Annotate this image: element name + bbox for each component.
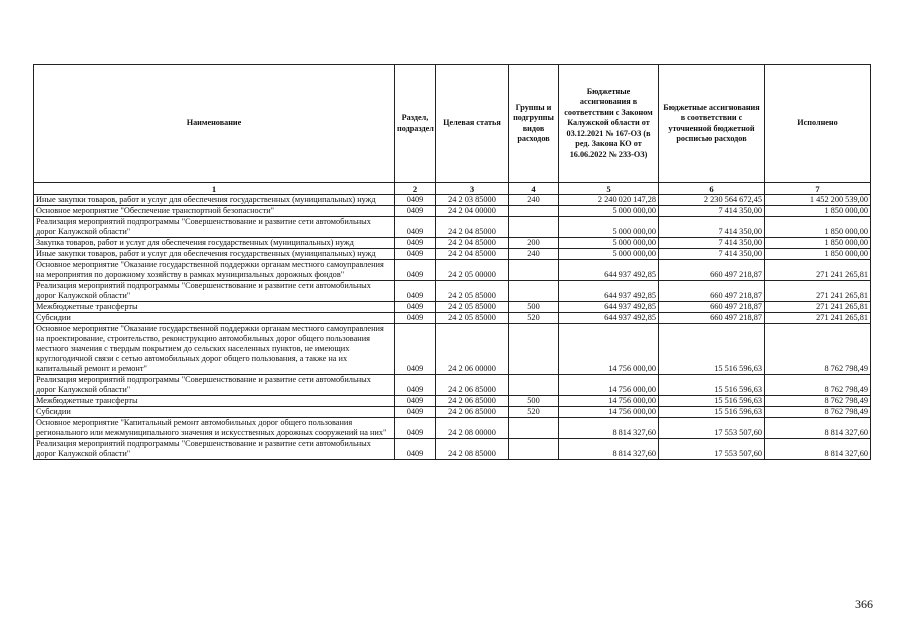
column-number: 5 xyxy=(559,183,659,195)
cell-executed-amount: 271 241 265,81 xyxy=(765,281,871,302)
cell-law-amount: 5 000 000,00 xyxy=(559,249,659,260)
table-row xyxy=(34,249,871,260)
header-refined: Бюджетные ассигнования в соответствии с уточненной бюджетной росписью расходов xyxy=(659,65,765,183)
cell-refined-amount: 7 414 350,00 xyxy=(659,249,765,260)
cell-group: 520 xyxy=(509,313,559,324)
table-row xyxy=(34,281,871,302)
cell-target: 24 2 05 85000 xyxy=(436,313,509,324)
cell-law-amount: 644 937 492,85 xyxy=(559,260,659,281)
cell-group: 240 xyxy=(509,249,559,260)
cell-group: 200 xyxy=(509,238,559,249)
cell-executed-amount: 1 850 000,00 xyxy=(765,206,871,217)
cell-section: 0409 xyxy=(395,217,436,238)
cell-group xyxy=(509,217,559,238)
cell-executed-amount: 8 762 798,49 xyxy=(765,407,871,418)
table-row xyxy=(34,217,871,238)
cell-target: 24 2 05 85000 xyxy=(436,302,509,313)
cell-section: 0409 xyxy=(395,238,436,249)
cell-section: 0409 xyxy=(395,324,436,375)
cell-target: 24 2 08 85000 xyxy=(436,439,509,460)
column-number: 4 xyxy=(509,183,559,195)
cell-group xyxy=(509,260,559,281)
cell-section: 0409 xyxy=(395,396,436,407)
cell-refined-amount: 15 516 596,63 xyxy=(659,396,765,407)
cell-target: 24 2 04 85000 xyxy=(436,217,509,238)
cell-target: 24 2 08 00000 xyxy=(436,418,509,439)
cell-executed-amount: 271 241 265,81 xyxy=(765,313,871,324)
table-row xyxy=(34,375,871,396)
table-row xyxy=(34,195,871,206)
cell-section: 0409 xyxy=(395,302,436,313)
column-number: 7 xyxy=(765,183,871,195)
cell-law-amount: 2 240 020 147,28 xyxy=(559,195,659,206)
cell-refined-amount: 660 497 218,87 xyxy=(659,313,765,324)
cell-target: 24 2 04 85000 xyxy=(436,249,509,260)
table-row xyxy=(34,439,871,460)
column-number: 6 xyxy=(659,183,765,195)
cell-target: 24 2 04 00000 xyxy=(436,206,509,217)
cell-law-amount: 644 937 492,85 xyxy=(559,281,659,302)
cell-group: 520 xyxy=(509,407,559,418)
cell-target: 24 2 04 85000 xyxy=(436,238,509,249)
table-row xyxy=(34,302,871,313)
cell-target: 24 2 06 00000 xyxy=(436,324,509,375)
cell-group xyxy=(509,418,559,439)
cell-target: 24 2 06 85000 xyxy=(436,396,509,407)
cell-target: 24 2 06 85000 xyxy=(436,407,509,418)
budget-table xyxy=(33,64,871,460)
cell-name: Иные закупки товаров, работ и услуг для обеспечения государственных (муниципальных) нужд xyxy=(34,195,395,206)
header-groups: Группы и подгруппы видов расходов xyxy=(509,65,559,183)
column-number: 3 xyxy=(436,183,509,195)
cell-refined-amount: 2 230 564 672,45 xyxy=(659,195,765,206)
cell-group: 240 xyxy=(509,195,559,206)
table-row xyxy=(34,396,871,407)
cell-target: 24 2 05 00000 xyxy=(436,260,509,281)
cell-group: 500 xyxy=(509,396,559,407)
cell-refined-amount: 15 516 596,63 xyxy=(659,407,765,418)
cell-executed-amount: 1 850 000,00 xyxy=(765,217,871,238)
cell-section: 0409 xyxy=(395,375,436,396)
cell-group xyxy=(509,324,559,375)
cell-executed-amount: 8 762 798,49 xyxy=(765,396,871,407)
column-number: 2 xyxy=(395,183,436,195)
table-row xyxy=(34,206,871,217)
cell-executed-amount: 8 762 798,49 xyxy=(765,324,871,375)
table-row xyxy=(34,407,871,418)
cell-name: Реализация мероприятий подпрограммы "Совершенствование и развитие сети автомобильных дорог Калужской области" xyxy=(34,439,395,460)
cell-section: 0409 xyxy=(395,260,436,281)
cell-refined-amount: 17 553 507,60 xyxy=(659,418,765,439)
cell-law-amount: 644 937 492,85 xyxy=(559,313,659,324)
table-row xyxy=(34,260,871,281)
cell-group xyxy=(509,375,559,396)
cell-name: Реализация мероприятий подпрограммы "Совершенствование и развитие сети автомобильных дорог Калужской области" xyxy=(34,375,395,396)
table-row xyxy=(34,313,871,324)
cell-target: 24 2 06 85000 xyxy=(436,375,509,396)
cell-group xyxy=(509,439,559,460)
cell-section: 0409 xyxy=(395,206,436,217)
cell-refined-amount: 15 516 596,63 xyxy=(659,375,765,396)
cell-section: 0409 xyxy=(395,418,436,439)
header-target: Целевая статья xyxy=(436,65,509,183)
cell-law-amount: 644 937 492,85 xyxy=(559,302,659,313)
cell-name: Иные закупки товаров, работ и услуг для обеспечения государственных (муниципальных) нужд xyxy=(34,249,395,260)
cell-executed-amount: 1 850 000,00 xyxy=(765,249,871,260)
cell-refined-amount: 660 497 218,87 xyxy=(659,260,765,281)
header-executed: Исполнено xyxy=(765,65,871,183)
cell-target: 24 2 03 85000 xyxy=(436,195,509,206)
cell-section: 0409 xyxy=(395,313,436,324)
cell-name: Субсидии xyxy=(34,407,395,418)
cell-name: Субсидии xyxy=(34,313,395,324)
cell-name: Закупка товаров, работ и услуг для обеспечения государственных (муниципальных) нужд xyxy=(34,238,395,249)
cell-section: 0409 xyxy=(395,281,436,302)
cell-executed-amount: 1 850 000,00 xyxy=(765,238,871,249)
cell-name: Основное мероприятие "Оказание государственной поддержки органам местного самоуправления на мероприятия по дорожному хозяйству в рамках муниципальных дорожных фондов" xyxy=(34,260,395,281)
cell-section: 0409 xyxy=(395,407,436,418)
cell-name: Межбюджетные трансферты xyxy=(34,396,395,407)
cell-law-amount: 14 756 000,00 xyxy=(559,407,659,418)
cell-law-amount: 8 814 327,60 xyxy=(559,439,659,460)
table-row xyxy=(34,324,871,375)
cell-section: 0409 xyxy=(395,249,436,260)
cell-name: Реализация мероприятий подпрограммы "Совершенствование и развитие сети автомобильных дорог Калужской области" xyxy=(34,281,395,302)
header-law: Бюджетные ассигнования в соответствии с Законом Калужской области от 03.12.2021 № 167-ОЗ (в ред. Закона КО от 16.06.2022 № 233-ОЗ) xyxy=(559,65,659,183)
cell-executed-amount: 8 814 327,60 xyxy=(765,418,871,439)
page-number: 366 xyxy=(855,597,873,611)
cell-law-amount: 8 814 327,60 xyxy=(559,418,659,439)
cell-name: Основное мероприятие "Капитальный ремонт автомобильных дорог общего пользования регионального или межмуниципального значения и искусственных дорожных сооружений на них" xyxy=(34,418,395,439)
cell-name: Основное мероприятие "Обеспечение транспортной безопасности" xyxy=(34,206,395,217)
table-body xyxy=(34,195,871,460)
cell-law-amount: 5 000 000,00 xyxy=(559,206,659,217)
cell-refined-amount: 15 516 596,63 xyxy=(659,324,765,375)
column-number: 1 xyxy=(34,183,395,195)
cell-executed-amount: 8 814 327,60 xyxy=(765,439,871,460)
cell-law-amount: 14 756 000,00 xyxy=(559,375,659,396)
table-header-row xyxy=(34,65,871,183)
cell-law-amount: 5 000 000,00 xyxy=(559,238,659,249)
cell-section: 0409 xyxy=(395,195,436,206)
cell-target: 24 2 05 85000 xyxy=(436,281,509,302)
table-row xyxy=(34,238,871,249)
cell-law-amount: 14 756 000,00 xyxy=(559,396,659,407)
cell-name: Реализация мероприятий подпрограммы "Совершенствование и развитие сети автомобильных дорог Калужской области" xyxy=(34,217,395,238)
cell-group xyxy=(509,206,559,217)
cell-name: Основное мероприятие "Оказание государственной поддержки органам местного самоуправления на проектирование, строительство, реконструкцию автомобильных дорог общего пользования местного значения с твердым покрытием до сельских населенных пунктов, не имеющих круглогодичной связи с сетью автомобильных дорог общего пользования, а также на их капитальный ремонт и ремонт" xyxy=(34,324,395,375)
cell-executed-amount: 8 762 798,49 xyxy=(765,375,871,396)
cell-group: 500 xyxy=(509,302,559,313)
cell-executed-amount: 271 241 265,81 xyxy=(765,302,871,313)
cell-executed-amount: 271 241 265,81 xyxy=(765,260,871,281)
header-section: Раздел, подраздел xyxy=(395,65,436,183)
cell-refined-amount: 660 497 218,87 xyxy=(659,302,765,313)
cell-name: Межбюджетные трансферты xyxy=(34,302,395,313)
cell-law-amount: 5 000 000,00 xyxy=(559,217,659,238)
cell-law-amount: 14 756 000,00 xyxy=(559,324,659,375)
cell-executed-amount: 1 452 200 539,00 xyxy=(765,195,871,206)
cell-refined-amount: 7 414 350,00 xyxy=(659,206,765,217)
header-name: Наименование xyxy=(34,65,395,183)
table-row xyxy=(34,418,871,439)
cell-group xyxy=(509,281,559,302)
cell-section: 0409 xyxy=(395,439,436,460)
cell-refined-amount: 7 414 350,00 xyxy=(659,217,765,238)
cell-refined-amount: 7 414 350,00 xyxy=(659,238,765,249)
cell-refined-amount: 17 553 507,60 xyxy=(659,439,765,460)
cell-refined-amount: 660 497 218,87 xyxy=(659,281,765,302)
column-number-row xyxy=(34,183,871,195)
